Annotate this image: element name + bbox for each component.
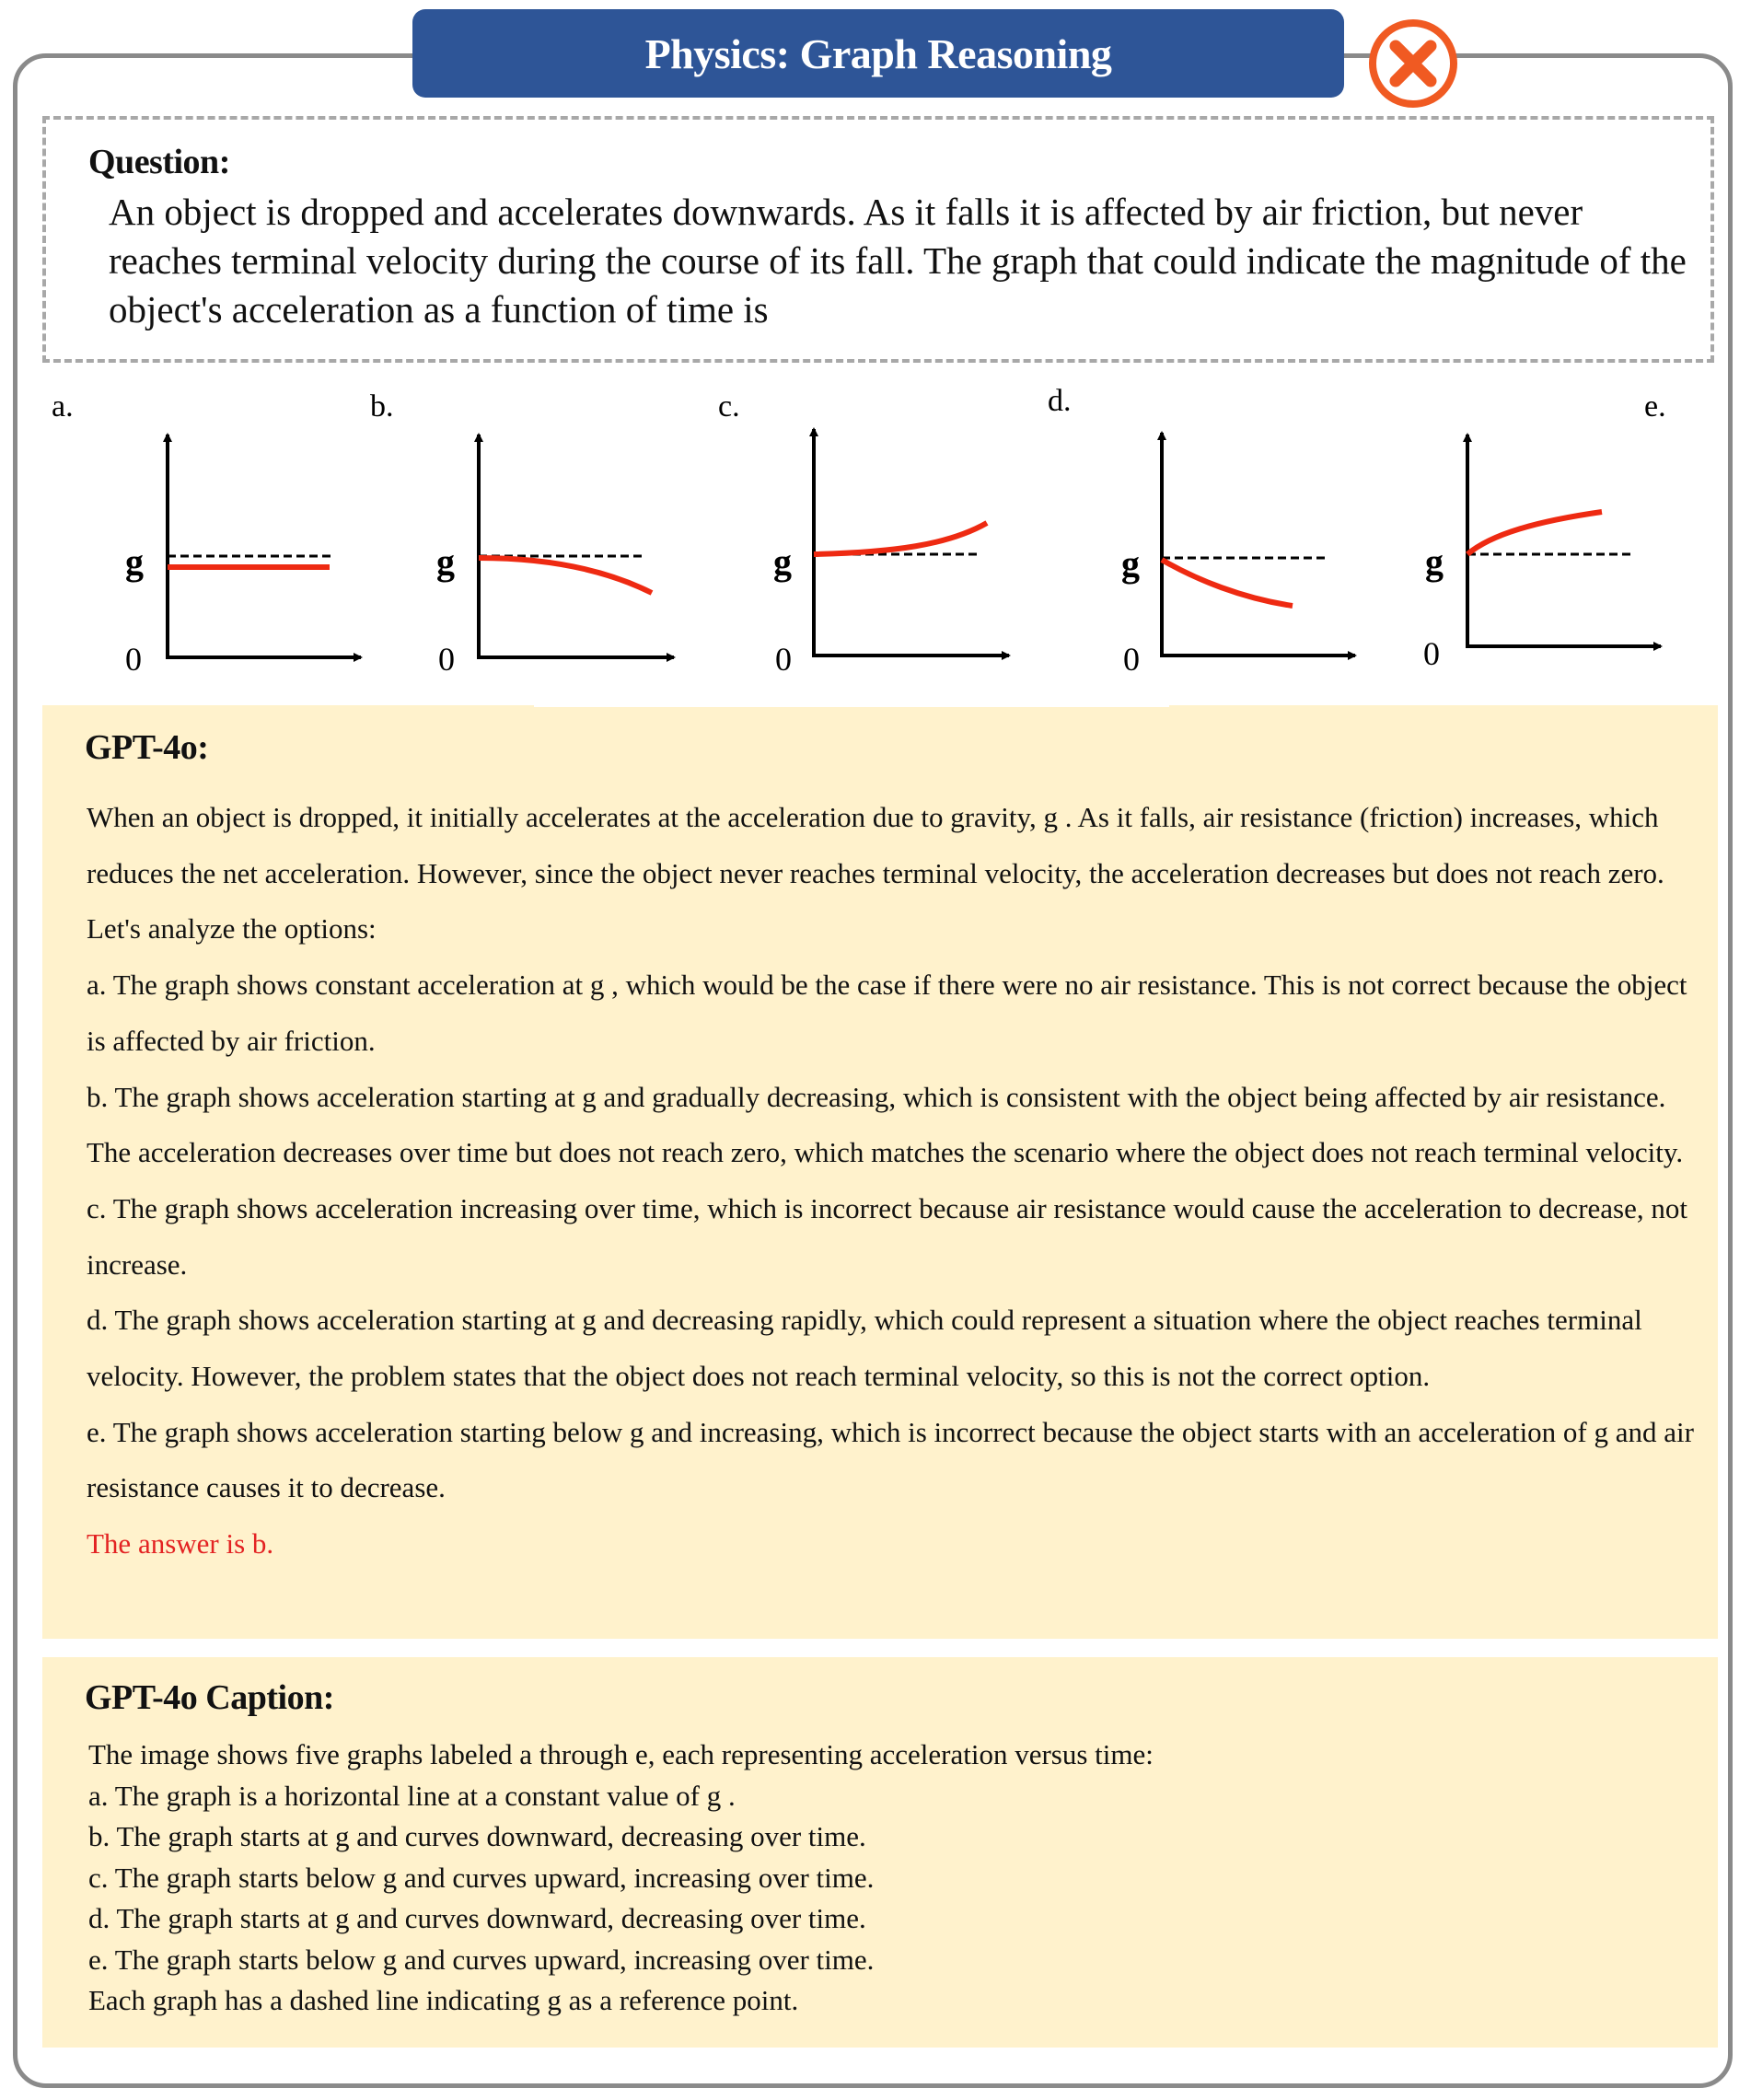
graph-c-origin-label: 0 [775, 641, 792, 678]
graph-b-origin-label: 0 [438, 641, 455, 678]
graph-d [1048, 384, 1355, 678]
question-box [42, 116, 1714, 363]
answer-paragraph: b. The graph shows acceleration starting at g and gradually decreasing, which is consistent with the object being affected by air resistance. The acceleration decreases over time but does not reach zero, which matches the scenario where the object does not reach terminal velocity. [87, 1080, 1684, 1169]
graph-d-origin-label: 0 [1123, 641, 1140, 678]
caption-line: e. The graph starts below g and curves upward, increasing over time. [88, 1943, 875, 1976]
graph-b [370, 389, 674, 678]
graph-b-label: b. [370, 389, 394, 423]
answer-paragraph: When an object is dropped, it initially accelerates at the acceleration due to gravity, g . As it falls, air resistance (friction) increases, which reduces the net acceleration. However, since the object never reaches terminal velocity, the acceleration decreases but does not reach zero. Let's analyze the options: [87, 801, 1664, 946]
graph-d-curve [1162, 560, 1293, 606]
caption-text [88, 1735, 1690, 2022]
graph-e-curve [1467, 512, 1602, 554]
graph-c-g-label: g [773, 541, 792, 583]
model-answer-box [42, 705, 1718, 1639]
graph-e-label: e. [1644, 389, 1666, 423]
caption-line: Each graph has a dashed line indicating g as a reference point. [88, 1984, 799, 2016]
caption-line: The image shows five graphs labeled a through e, each representing acceleration versus time: [88, 1738, 1154, 1770]
graphs-figure [37, 370, 1722, 711]
graph-c [718, 389, 1009, 678]
answer-paragraph: d. The graph shows acceleration starting at g and decreasing rapidly, which could represent a situation where the object reaches terminal velocity. However, the problem states that the object does not reach terminal velocity, so this is not the correct option. [87, 1304, 1642, 1393]
answer-paragraph: c. The graph shows acceleration increasing over time, which is incorrect because air resistance would cause the acceleration to decrease, not increase. [87, 1191, 1687, 1281]
page-title: Physics: Graph Reasoning [412, 9, 1344, 98]
model-caption-box [42, 1657, 1718, 2048]
question-label: Question: [88, 143, 230, 181]
wrong-icon [1366, 17, 1460, 110]
graph-b-g-label: g [436, 541, 455, 583]
graph-b-curve [479, 558, 652, 593]
graph-e [1423, 389, 1666, 672]
answer-label: GPT-4o: [85, 728, 209, 767]
caption-label: GPT-4o Caption: [85, 1678, 334, 1717]
graph-c-label: c. [718, 389, 740, 423]
final-answer: The answer is b. [87, 1527, 274, 1560]
answer-option-graphs [37, 370, 1722, 711]
graph-e-g-label: g [1425, 541, 1444, 583]
graph-d-g-label: g [1121, 543, 1140, 585]
graph-a-label: a. [52, 389, 74, 423]
graph-a [52, 389, 361, 678]
graph-d-label: d. [1048, 384, 1072, 418]
caption-line: b. The graph starts at g and curves downward, decreasing over time. [88, 1820, 866, 1852]
caption-line: d. The graph starts at g and curves downward, decreasing over time. [88, 1902, 866, 1934]
graph-e-origin-label: 0 [1423, 635, 1440, 672]
answer-paragraph: e. The graph shows acceleration starting below g and increasing, which is incorrect because the object starts with an acceleration of g and air resistance causes it to decrease. [87, 1415, 1694, 1504]
answer-paragraph: a. The graph shows constant acceleration at g , which would be the case if there were no air resistance. This is not correct because the object is affected by air friction. [87, 969, 1687, 1057]
caption-line: c. The graph starts below g and curves upward, increasing over time. [88, 1861, 875, 1894]
question-text: An object is dropped and accelerates downwards. As it falls it is affected by air friction, but never reaches terminal velocity during the course of its fall. The graph that could indicate the magnitude of the object's acceleration as a function of time is [109, 191, 1687, 331]
graph-a-origin-label: 0 [125, 641, 142, 678]
answer-text [87, 790, 1707, 1572]
graph-c-curve [814, 523, 987, 554]
caption-line: a. The graph is a horizontal line at a constant value of g . [88, 1779, 736, 1812]
graph-a-g-label: g [125, 541, 144, 583]
